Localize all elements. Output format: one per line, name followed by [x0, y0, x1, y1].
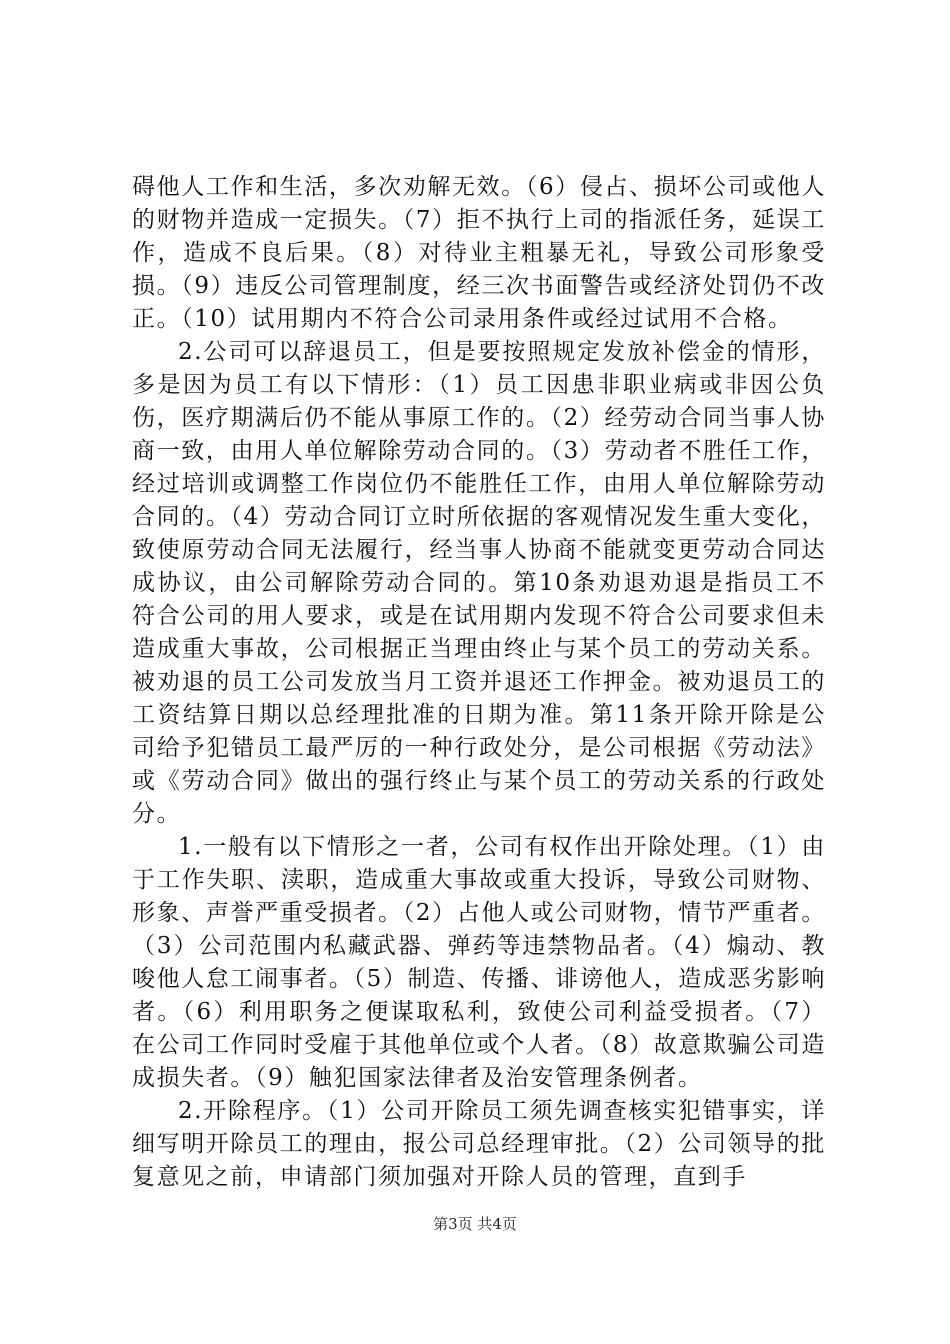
paragraph-2: 2.公司可以辞退员工，但是要按照规定发放补偿金的情形，多是因为员工有以下情形：（1）员工因患非职业病或非因公负伤，医疗期满后仍不能从事原工作的。（2）经劳动合同当事人协商一致，由用人单位解除劳动合同的。（3）劳动者不胜任工作，经过培训或调整工作岗位仍不能胜任工作，由用人单位解除劳动合同的。（4）劳动合同订立时所依据的客观情况发生重大变化，致使原劳动合同无法履行，经当事人协商不能就变更劳动合同达成协议，由公司解除劳动合同的。第10条劝退劝退是指员工不符合公司的用人要求，或是在试用期内发现不符合公司要求但未造成重大事故，公司根据正当理由终止与某个员工的劳动关系。被劝退的员工公司发放当月工资并退还工作押金。被劝退员工的工资结算日期以总经理批准的日期为准。第11条开除开除是公司给予犯错员工最严厉的一种行政处分，是公司根据《劳动法》或《劳动合同》做出的强行终止与某个员工的劳动关系的行政处分。 [132, 339, 826, 827]
document-body [132, 171, 826, 1194]
page-footer: 第3页 共4页 [433, 1215, 517, 1233]
paragraph-1: 碍他人工作和生活，多次劝解无效。（6）侵占、损坏公司或他人的财物并造成一定损失。（7）拒不执行上司的指派任务，延误工作，造成不良后果。（8）对待业主粗暴无礼，导致公司形象受损。（9）违反公司管理制度，经三次书面警告或经济处罚仍不改正。（10）试用期内不符合公司录用条件或经过试用不合格。 [132, 174, 826, 332]
paragraph-4: 2.开除程序。（1）公司开除员工须先调查核实犯错事实，详细写明开除员工的理由，报公司总经理审批。（2）公司领导的批复意见之前，申请部门须加强对开除人员的管理，直到手 [132, 1098, 826, 1190]
paragraph-3: 1.一般有以下情形之一者，公司有权作出开除处理。（1）由于工作失职、渎职，造成重大事故或重大投诉，导致公司财物、形象、声誉严重受损者。（2）占他人或公司财物，情节严重者。（3）公司范围内私藏武器、弹药等违禁物品者。（4）煽动、教唆他人怠工闹事者。（5）制造、传播、诽谤他人，造成恶劣影响者。（6）利用职务之便谋取私利，致使公司利益受损者。（7）在公司工作同时受雇于其他单位或个人者。（8）故意欺骗公司造成损失者。（9）触犯国家法律者及治安管理条例者。 [132, 834, 826, 1091]
